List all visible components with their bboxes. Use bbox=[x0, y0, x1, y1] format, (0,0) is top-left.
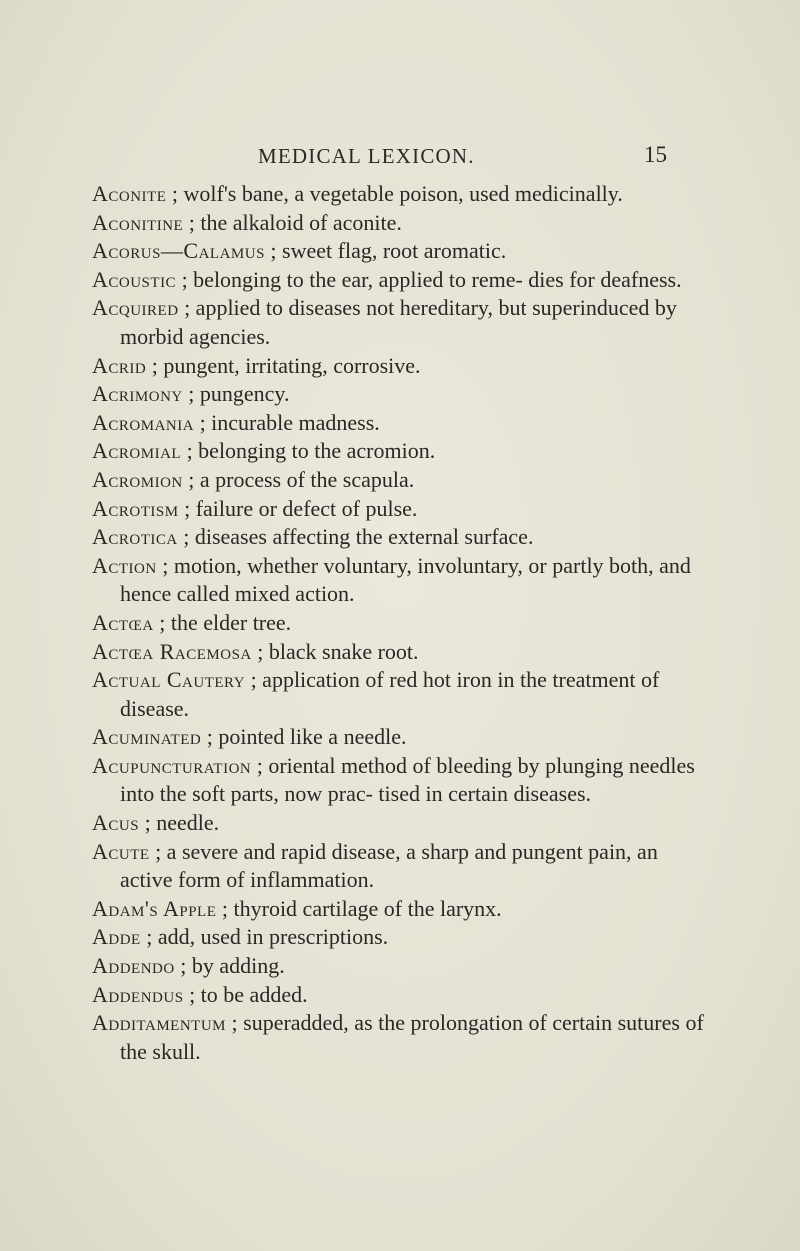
entry-term: Acute bbox=[92, 838, 150, 864]
entry-term: Actœa Racemosa bbox=[92, 638, 252, 664]
entry-term: Acquired bbox=[92, 295, 179, 321]
lexicon-entry bbox=[92, 1009, 712, 1066]
entry-definition: ; thyroid cartilage of the larynx. bbox=[216, 895, 502, 921]
lexicon-entry bbox=[92, 180, 712, 209]
entry-definition: ; pungency. bbox=[182, 381, 290, 407]
page-number: 15 bbox=[644, 142, 667, 167]
entry-term: Acupuncturation bbox=[92, 752, 252, 778]
entry-definition: ; black snake root. bbox=[251, 638, 419, 664]
entry-term: Addendo bbox=[92, 953, 175, 979]
entry-term: Aconitine bbox=[92, 209, 184, 235]
entry-term: Addendus bbox=[92, 981, 184, 1007]
entry-definition: ; wolf's bane, a vegetable poison, used medicinally. bbox=[166, 181, 623, 206]
entry-definition: ; pungent, irritating, corrosive. bbox=[146, 352, 421, 378]
entry-definition: ; a process of the scapula. bbox=[182, 466, 415, 492]
entry-definition: ; by adding. bbox=[174, 953, 285, 979]
entry-definition: ; oriental method of bleeding by plunging needles into the soft parts, now prac- tised in certain diseases. bbox=[120, 752, 695, 807]
entry-definition: ; pointed like a needle. bbox=[201, 724, 407, 750]
lexicon-entry bbox=[92, 237, 712, 266]
lexicon-entry bbox=[92, 923, 712, 952]
lexicon-entries bbox=[92, 180, 712, 1066]
lexicon-entry bbox=[92, 409, 712, 438]
entry-term: Acuminated bbox=[92, 724, 202, 750]
page-header bbox=[0, 144, 800, 174]
entry-definition: ; superadded, as the prolongation of certain sutures of the skull. bbox=[120, 1010, 704, 1064]
entry-definition: ; add, used in prescriptions. bbox=[140, 924, 389, 950]
entry-definition: ; motion, whether voluntary, involuntary, or partly both, and hence called mixed action. bbox=[120, 552, 691, 607]
entry-term: Acromial bbox=[92, 438, 182, 464]
entry-term: Acrotica bbox=[92, 524, 178, 550]
entry-term: Acorus—Calamus bbox=[92, 238, 265, 264]
entry-definition: ; failure or defect of pulse. bbox=[178, 495, 418, 521]
entry-definition: ; belonging to the acromion. bbox=[181, 438, 436, 464]
entry-definition: ; a severe and rapid disease, a sharp and pungent pain, an active form of inflammation. bbox=[120, 838, 658, 893]
entry-definition: ; incurable madness. bbox=[194, 409, 380, 435]
lexicon-entry bbox=[92, 495, 712, 524]
entry-term: Acrimony bbox=[92, 381, 183, 407]
entry-term: Action bbox=[92, 552, 157, 578]
lexicon-entry bbox=[92, 981, 712, 1010]
entry-term: Acromania bbox=[92, 409, 195, 435]
entry-term: Actœa bbox=[92, 609, 154, 635]
entry-definition: ; sweet flag, root aromatic. bbox=[264, 238, 507, 264]
entry-term: Acus bbox=[92, 810, 140, 836]
lexicon-entry bbox=[92, 352, 712, 381]
entry-definition: ; to be added. bbox=[183, 981, 308, 1007]
entry-term: Additamentum bbox=[92, 1010, 227, 1036]
lexicon-entry bbox=[92, 552, 712, 609]
entry-term: Acrotism bbox=[92, 495, 179, 521]
entry-definition: ; needle. bbox=[139, 810, 220, 836]
entry-definition: ; applied to diseases not hereditary, but superinduced by morbid agencies. bbox=[120, 295, 677, 349]
lexicon-entry bbox=[92, 266, 712, 295]
entry-term: Aconite bbox=[92, 181, 167, 206]
entry-term: Actual Cautery bbox=[92, 667, 246, 693]
lexicon-entry bbox=[92, 723, 712, 752]
lexicon-entry bbox=[92, 209, 712, 238]
running-title: MEDICAL LEXICON. bbox=[258, 144, 475, 168]
entry-definition: ; the alkaloid of aconite. bbox=[183, 209, 402, 235]
lexicon-entry bbox=[92, 609, 712, 638]
lexicon-entry bbox=[92, 895, 712, 924]
lexicon-entry bbox=[92, 809, 712, 838]
lexicon-entry bbox=[92, 294, 712, 351]
entry-definition: ; the elder tree. bbox=[153, 609, 292, 635]
lexicon-entry bbox=[92, 666, 712, 723]
lexicon-entry bbox=[92, 752, 712, 809]
entry-term: Acoustic bbox=[92, 266, 177, 292]
lexicon-entry bbox=[92, 466, 712, 495]
entry-term: Acromion bbox=[92, 466, 183, 492]
lexicon-entry bbox=[92, 380, 712, 409]
lexicon-entry bbox=[92, 437, 712, 466]
entry-definition: ; diseases affecting the external surface. bbox=[177, 524, 534, 550]
lexicon-entry bbox=[92, 952, 712, 981]
lexicon-entry bbox=[92, 838, 712, 895]
lexicon-entry bbox=[92, 638, 712, 667]
entry-definition: ; application of red hot iron in the treatment of disease. bbox=[120, 667, 660, 721]
entry-term: Acrid bbox=[92, 352, 147, 378]
entry-definition: ; belonging to the ear, applied to reme- dies for deafness. bbox=[176, 266, 682, 292]
entry-term: Adam's Apple bbox=[92, 895, 217, 921]
lexicon-entry bbox=[92, 523, 712, 552]
entry-term: Adde bbox=[92, 924, 141, 950]
